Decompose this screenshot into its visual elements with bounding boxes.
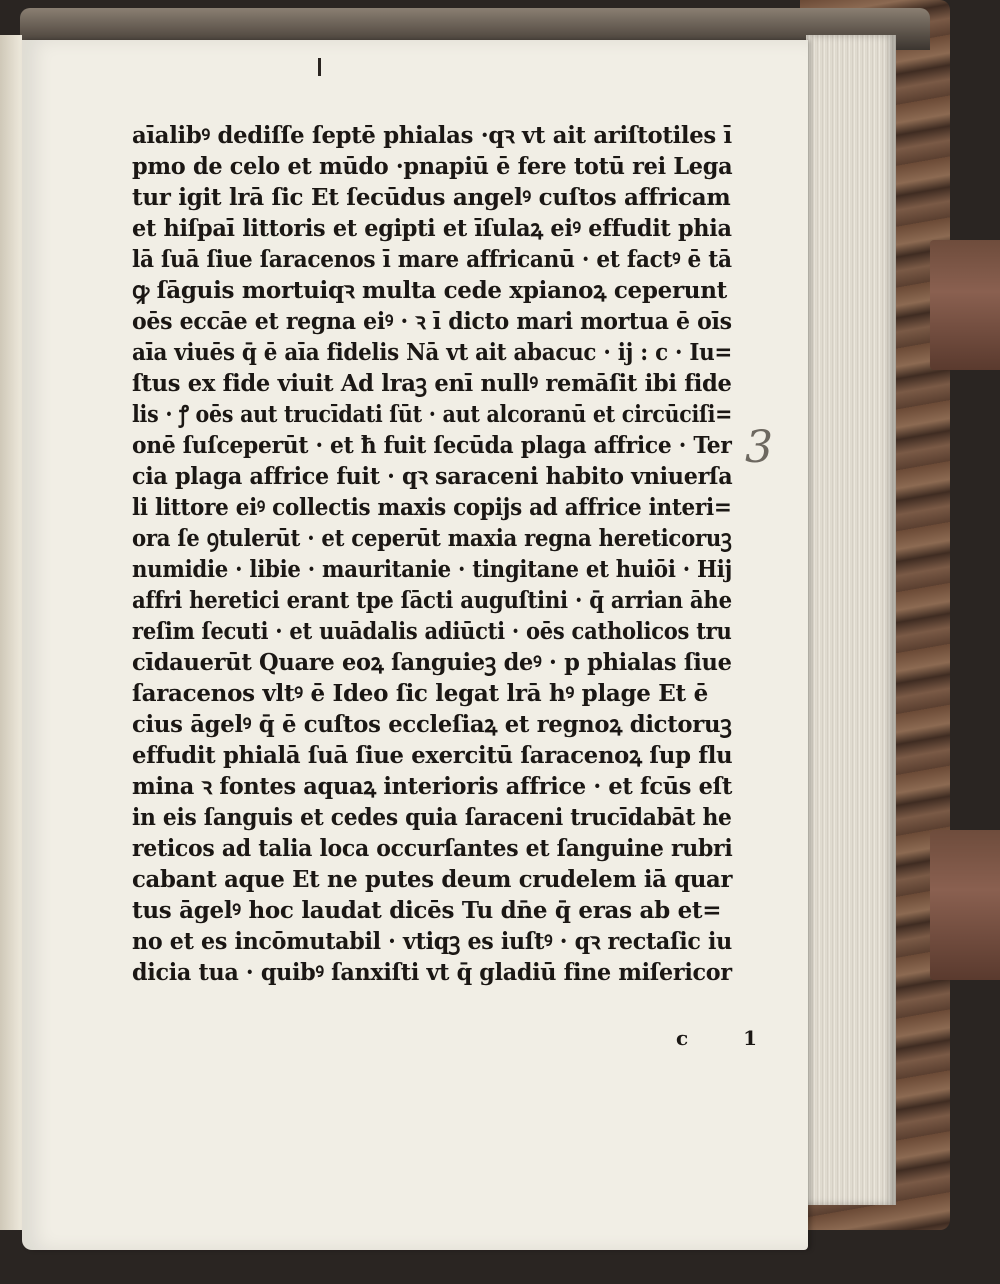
text-line: cius āgelꝰ q̄ ē cuſtos eccleſiaꝝ et regnoꝝ dictoruꝫ: [132, 711, 732, 738]
text-line: lā ſuā ſiue ſaracenos ī mare affricanū · et factꝰ ē tā: [132, 246, 732, 273]
left-facing-page: [0, 35, 22, 1230]
text-line: pmo de celo et mūdo ·pnapiū ē fere totū rei Lega: [132, 153, 733, 180]
text-line: tur igit lrā ſic Et ſecūdus angelꝰ cuſtos affricam: [132, 184, 731, 211]
text-line: reſim ſecuti · et uuādalis adiūcti · oēs catholicos tru: [132, 618, 732, 645]
text-line: aīalibꝰ dediſſe ſeptē phialas ·qꝛ vt ait ariſtotiles ī: [132, 122, 732, 149]
text-line: cabant aque Et ne putes deum crudelem iā quar: [132, 866, 733, 893]
text-line: li littore eiꝰ collectis maxis copijs ad affrice interi=: [132, 494, 732, 521]
text-line: reticos ad talia loca occurſantes et ſanguine rubri: [132, 835, 733, 862]
text-line: oēs eccāe et regna eiꝰ · ꝛ ī dicto mari mortua ē oīs: [132, 308, 732, 335]
text-line: ꝙ ſāguis mortuiqꝛ multa cede xpianoꝝ ceperunt: [132, 277, 727, 304]
handwritten-folio-number: 3: [745, 422, 773, 473]
text-line: cia plaga affrice fuit · qꝛ saraceni habito vniuerſa: [132, 463, 733, 490]
text-line: tus āgelꝰ hoc laudat dicēs Tu dn̄e q̄ eras ab et=: [132, 897, 722, 924]
text-line: et hiſpaī littoris et egipti et īſulaꝝ eiꝰ effudit phia: [132, 215, 732, 242]
text-line: ora ſe ꝯtulerūt · et ceperūt maxia regna hereticoruꝫ: [132, 525, 732, 552]
text-line: cīdauerūt Quare eoꝝ ſanguieꝫ deꝰ · p phialas ſiue: [132, 649, 732, 676]
top-mark: [318, 58, 321, 76]
text-line: in eis ſanguis et cedes quia ſaraceni trucīdabāt he: [132, 804, 732, 831]
clasp-strap-upper: [930, 240, 1000, 370]
text-line: no et es incōmutabil · vtiqꝫ es iuſtꝰ · qꝛ rectaſic iu: [132, 928, 733, 955]
text-line: ſtus ex fide viuit Ad lraꝫ enī nullꝰ remāſit ibi fide: [132, 370, 732, 397]
text-line: affri heretici erant tpe ſācti auguſtini · q̄ arrian āhe: [132, 587, 732, 614]
clasp-strap-lower: [930, 830, 1000, 980]
text-line: effudit phialā ſuā ſiue exercitū ſaracenoꝝ ſup flu: [132, 742, 733, 769]
page-fore-edge: [806, 35, 896, 1205]
text-line: aīa viuēs q̄ ē aīa fidelis Nā vt ait abacuc · ij : c · Iu=: [132, 339, 733, 366]
signature-mark: c 1: [676, 1026, 782, 1050]
text-line: mina ꝛ fontes aquaꝝ interioris affrice · et fcūs eſt: [132, 773, 733, 800]
text-line: lis · ꝭ oēs aut trucīdati ſūt · aut alcoranū et circūciſi=: [132, 401, 733, 428]
text-line: numidie · libie · mauritanie · tingitane et huiōi · Hij: [132, 556, 733, 583]
text-line: ſaracenos vltꝰ ē Ideo ſic legat lrā hꝰ plage Et ē: [132, 680, 708, 707]
text-line: onē ſuſceperūt · et ħ fuit ſecūda plaga affrice · Ter: [132, 432, 732, 459]
page-text: [132, 120, 732, 988]
text-line: dicia tua · quibꝰ ſanxiſti vt q̄ gladiū fine miſericor: [132, 959, 732, 986]
